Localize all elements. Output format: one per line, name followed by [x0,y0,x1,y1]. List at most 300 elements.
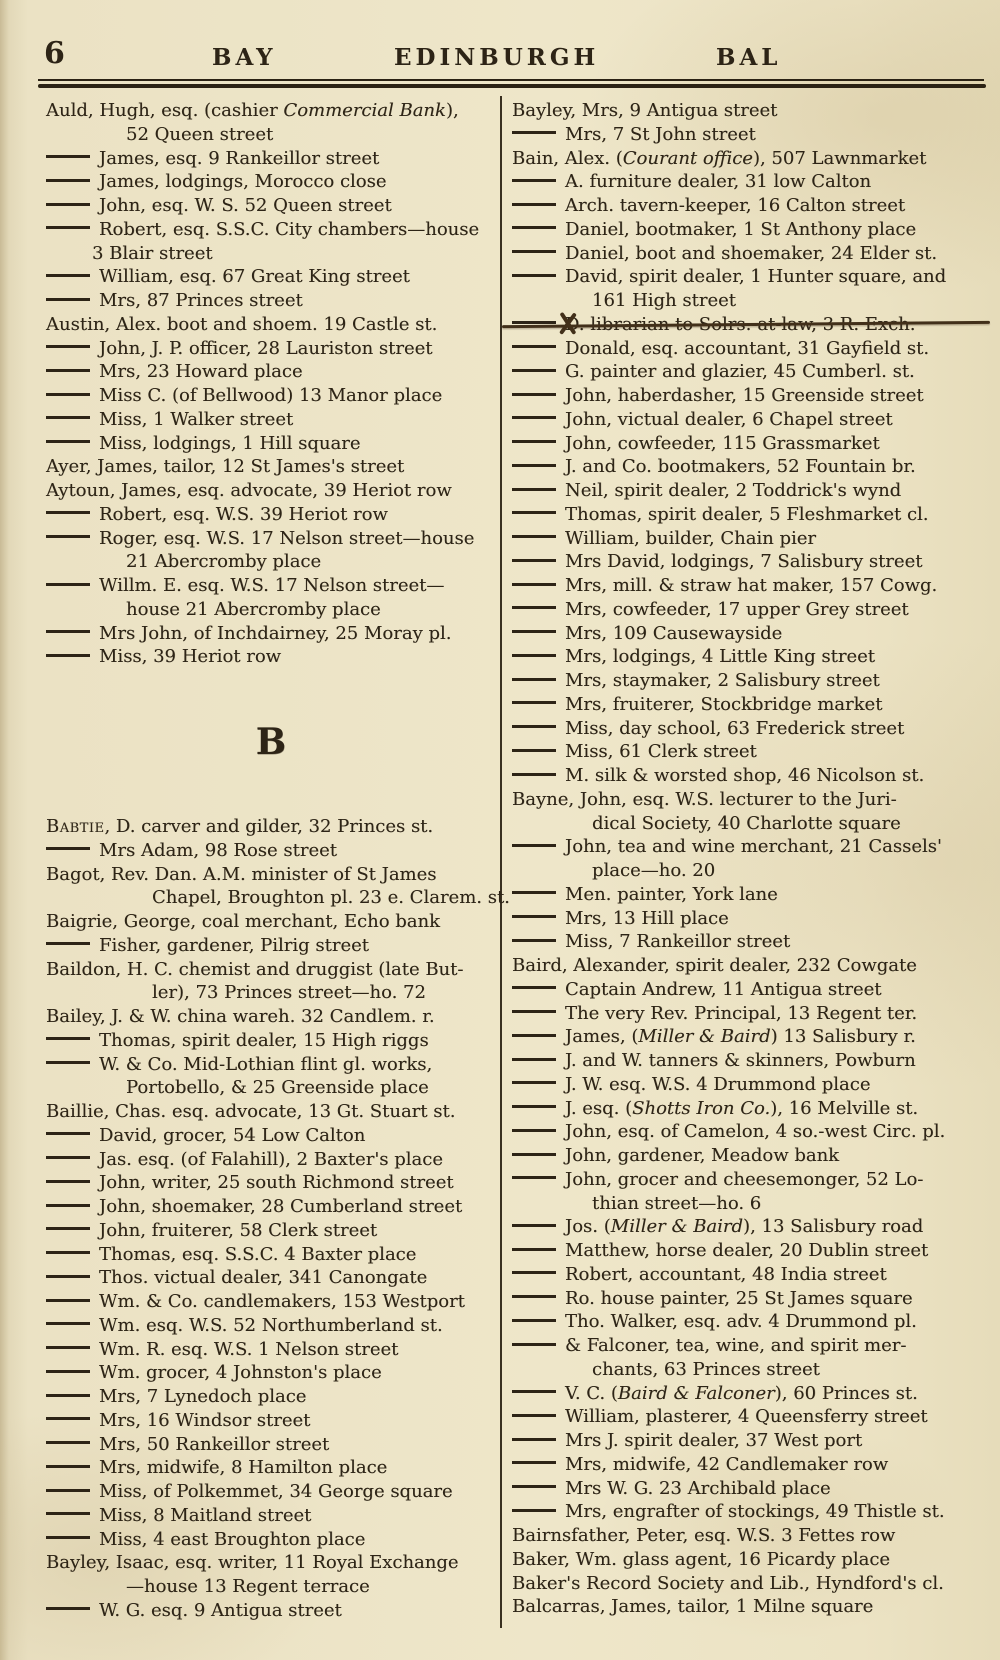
entry-text: John, grocer and cheesemonger, 52 Lo- [565,1168,924,1190]
entry-text: Mrs, 13 Hill place [565,907,729,929]
entry-text: Mrs Adam, 98 Rose street [99,839,337,861]
ditto-dash [512,274,556,277]
entry-line [512,1429,986,1453]
ditto-dash [46,1156,90,1159]
ditto-dash [46,440,90,443]
ditto-dash [512,1224,556,1227]
entry-text: Ayer, James, tailor, 12 St James's street [46,456,405,478]
ditto-dash [512,559,556,562]
entry-line [512,1049,986,1073]
entry-text: William, esq. 67 Great King street [99,266,410,288]
page-number: 6 [44,36,65,71]
ditto-dash [46,1061,90,1064]
entry-line [512,1025,986,1049]
ditto-dash [46,1275,90,1278]
entry-text: Bayley, Mrs, 9 Antigua street [512,100,778,121]
entry-text: Mrs, staymaker, 2 Salisbury street [565,670,880,691]
entry-line [512,408,986,432]
entry-line [46,147,496,171]
ditto-dash [46,630,90,633]
entry-line [512,503,986,527]
struck-entry-line [512,313,986,337]
entry-text: Mrs, 109 Causewayside [565,622,783,644]
entry-line [46,1338,496,1362]
entry-text: Shotts Iron Co. [632,1097,771,1119]
entry-line [46,1029,496,1053]
entry-line [512,1097,986,1121]
entry-text: Balcarras, James, tailor, 1 Milne square [512,1596,874,1618]
entry-text: 21 Abercromby place [126,551,322,573]
entry-text: Baillie, Chas. esq. advocate, 13 Gt. Stuart st. [46,1101,456,1122]
entry-text: thian street—ho. 6 [592,1192,762,1214]
ditto-dash [512,1010,556,1013]
ditto-dash [46,1607,90,1610]
entry-line [46,1456,496,1480]
entry-text: Willm. E. esq. W.S. 17 Nelson street— [99,575,445,596]
entry-text: Wm. grocer, 4 Johnston's place [99,1362,382,1384]
entry-line [512,1453,986,1477]
ditto-dash [46,274,90,277]
entry-line [512,1168,986,1192]
entry-line [46,218,496,242]
ditto-dash [46,1132,90,1135]
ditto-dash [46,369,90,372]
entry-line [512,1287,986,1311]
left-column-section-b [46,815,510,1623]
entry-text: Robert, esq. W.S. 39 Heriot row [99,503,388,525]
ditto-dash [512,1058,556,1061]
entry-text: Men. painter, York lane [565,883,778,905]
entry-line [512,242,986,266]
ditto-dash [512,583,556,586]
ditto-dash [46,1227,90,1230]
entry-text: Baird & Falconer [617,1382,775,1404]
entry-text: Auld, Hugh, esq. (cashier [46,100,284,121]
entry-line [512,740,986,764]
entry-text: Miss, 39 Heriot row [99,646,282,668]
entry-text: James, ( [565,1026,639,1048]
ditto-dash [46,1180,90,1183]
entry-line [512,455,986,479]
entry-line [46,886,510,910]
entry-text: Courant office [622,147,753,169]
entry-line [46,479,496,503]
entry-text: John, fruiterer, 58 Clerk street [99,1219,378,1241]
entry-line [512,265,986,289]
ditto-dash [512,1295,556,1298]
entry-text: Ro. house painter, 25 St James square [565,1287,913,1309]
ditto-dash [46,416,90,419]
ditto-dash [46,1299,90,1302]
ditto-dash [46,155,90,158]
entry-text: Mrs, midwife, 8 Hamilton place [99,1457,388,1479]
entry-line [512,1120,986,1144]
entry-text: The very Rev. Principal, 13 Regent ter. [565,1002,918,1024]
ditto-dash [512,606,556,609]
entry-line [46,645,496,669]
entry-line [46,1314,496,1338]
ditto-dash [46,1536,90,1539]
entry-text: ler), 73 Princes street—ho. 72 [152,982,426,1004]
ditto-dash [46,942,90,945]
entry-text: W. G. esq. 9 Antigua street [99,1599,342,1621]
ditto-dash [512,844,556,847]
entry-line [46,839,496,863]
entry-text: Daniel, bootmaker, 1 St Anthony place [565,218,917,240]
entry-line [46,1124,496,1148]
entry-line [512,194,986,218]
ditto-dash [46,1394,90,1397]
entry-line [46,1195,496,1219]
entry-line [512,574,986,598]
entry-text: Captain Andrew, 11 Antigua street [565,978,882,1000]
entry-line [512,1310,986,1334]
ditto-dash [512,369,556,372]
ditto-dash [512,1390,556,1393]
ditto-dash [512,1271,556,1274]
entry-line [46,1171,496,1195]
ditto-dash [46,179,90,182]
entry-text: Miss, 61 Clerk street [565,741,757,763]
entry-text: Miss, 8 Maitland street [99,1504,312,1526]
ditto-dash [512,511,556,514]
ditto-dash [512,773,556,776]
ditto-dash [512,226,556,229]
entry-line [46,503,496,527]
entry-text: ), 507 Lawnmarket [752,147,927,169]
ditto-dash [512,1153,556,1156]
ditto-dash [512,203,556,206]
entry-text: ), 60 Princes st. [774,1382,918,1404]
entry-text: Miss, of Polkemmet, 34 George square [99,1481,453,1502]
entry-text: ), 13 Salisbury road [743,1216,924,1238]
entry-text: Bayne, John, esq. W.S. lecturer to the Juri- [512,788,897,810]
entry-text: Thos. victual dealer, 341 Canongate [99,1267,428,1289]
ditto-dash [512,345,556,348]
entry-line [46,1053,496,1077]
entry-line [512,1595,986,1619]
entry-line [46,313,496,337]
entry-text: M. silk & worsted shop, 46 Nicolson st. [565,765,925,786]
entry-line [512,1500,986,1524]
entry-line [46,455,496,479]
entry-text: Commercial Bank [283,100,446,121]
entry-line [46,910,496,934]
entry-text: Bayley, Isaac, esq. writer, 11 Royal Exchange [46,1552,459,1574]
entry-text: Thomas, spirit dealer, 5 Fleshmarket cl. [565,503,929,525]
entry-text: J. esq. ( [565,1097,633,1119]
entry-text: Mrs John, of Inchdairney, 25 Moray pl. [99,622,452,644]
entry-line [46,958,496,982]
ditto-dash [512,1034,556,1037]
entry-text: Baird, Alexander, spirit dealer, 232 Cowgate [512,955,917,976]
entry-text: Miss, lodgings, 1 Hill square [99,432,361,454]
entry-line [512,384,986,408]
ditto-dash [512,488,556,491]
entry-text: V. C. ( [565,1382,618,1404]
entry-text: A. furniture dealer, 31 low Calton [565,171,872,193]
right-column [512,99,986,1619]
entry-text: J. and W. tanners & skinners, Powburn [565,1050,916,1071]
entry-text: Mrs, engrafter of stockings, 49 Thistle st. [565,1501,945,1523]
ditto-dash [46,203,90,206]
ditto-dash [46,1441,90,1444]
entry-line [512,1524,986,1548]
entry-line [512,1405,986,1429]
entry-text: Mrs, midwife, 42 Candlemaker row [565,1453,889,1475]
entry-line [46,1551,496,1575]
ditto-dash [46,1037,90,1040]
entry-line [46,1480,496,1504]
entry-text: 52 Queen street [126,123,274,145]
entry-text: Mrs, 23 Howard place [99,361,303,383]
ditto-dash [512,250,556,253]
entry-text: Roger, esq. W.S. 17 Nelson street—house [99,527,475,549]
entry-text: Matthew, horse dealer, 20 Dublin street [565,1240,929,1261]
entry-line [512,170,986,194]
entry-line [512,550,986,574]
ditto-dash [46,1417,90,1420]
ditto-dash [46,535,90,538]
ditto-dash [46,847,90,850]
entry-text: Mrs, 87 Princes street [99,290,303,311]
entry-text: John, writer, 25 south Richmond street [99,1172,454,1194]
ditto-dash [512,939,556,942]
entry-text: Donald, esq. accountant, 31 Gayfield st. [565,337,930,359]
entry-line [512,622,986,646]
ditto-dash [46,1489,90,1492]
entry-line [46,289,496,313]
entry-line [46,1266,496,1290]
entry-text: Mrs, 7 St John street [565,123,756,145]
entry-text: William, builder, Chain pier [565,527,817,549]
entry-text: G. painter and glazier, 45 Cumberl. st. [565,361,915,383]
ditto-dash [512,701,556,704]
entry-text: Robert, accountant, 48 India street [565,1263,887,1285]
ditto-dash [46,1512,90,1515]
ditto-dash [512,1485,556,1488]
ditto-dash [512,749,556,752]
entry-line [46,1385,496,1409]
entry-line [512,859,986,883]
entry-text: dical Society, 40 Charlotte square [592,812,901,834]
entry-line [512,1144,986,1168]
ditto-dash [46,654,90,657]
entry-text: 3 Blair street [92,242,213,264]
entry-text: Wm. R. esq. W.S. 1 Nelson street [99,1338,399,1360]
entry-text: chants, 63 Princes street [592,1358,820,1380]
entry-text: Bagot, Rev. Dan. A.M. minister of St James [46,863,437,885]
entry-line [46,170,496,194]
entry-line [512,930,986,954]
entry-text: Miss, day school, 63 Frederick street [565,717,905,739]
ditto-dash [46,1465,90,1468]
entry-line [512,1358,986,1382]
entry-text: James, esq. 9 Rankeillor street [99,147,380,169]
entry-line [46,1528,496,1552]
entry-text: John, victual dealer, 6 Chapel street [565,408,893,430]
entry-text: Mrs J. spirit dealer, 37 West port [565,1430,863,1451]
entry-line [512,883,986,907]
entry-text: Thomas, spirit dealer, 15 High riggs [99,1029,429,1051]
ditto-dash [512,535,556,538]
ditto-dash [46,1370,90,1373]
ditto-dash [512,654,556,657]
entry-text: ), [445,100,459,121]
entry-line [46,527,496,551]
entry-text: house 21 Abercromby place [126,598,381,620]
ditto-dash [512,1129,556,1132]
entry-line [512,812,986,836]
entry-line [46,1575,496,1599]
entry-line [46,550,496,574]
section-letter-b: B [255,721,287,763]
ditto-dash [512,464,556,467]
entry-line [46,1504,496,1528]
entry-text: Chapel, Broughton pl. 23 e. Clarem. st. [152,887,510,909]
ditto-dash [512,1414,556,1417]
entry-line [512,1263,986,1287]
ditto-dash [46,226,90,229]
entry-line [46,1290,496,1314]
ditto-dash [512,1248,556,1251]
entry-text: John, esq. W. S. 52 Queen street [99,195,392,216]
ditto-dash [512,915,556,918]
entry-line [512,907,986,931]
entry-text: Baigrie, George, coal merchant, Echo bank [46,911,441,932]
entry-text: Portobello, & 25 Greenside place [126,1077,429,1099]
entry-line [512,693,986,717]
entry-line [46,1433,496,1457]
entry-line [512,479,986,503]
entry-text: , D. carver and gilder, 32 Princes st. [104,816,434,837]
ditto-dash [512,416,556,419]
ditto-dash [46,583,90,586]
entry-text: Tho. Walker, esq. adv. 4 Drummond pl. [565,1311,917,1333]
entry-line [46,432,496,456]
ditto-dash [46,1346,90,1349]
entry-text: Austin, Alex. boot and shoem. 19 Castle st. [46,313,438,335]
entry-text: Robert, esq. S.S.C. City chambers—house [99,218,480,240]
entry-text: Miller & Baird [610,1216,744,1238]
entry-line [512,764,986,788]
entry-text: Mrs David, lodgings, 7 Salisbury street [565,551,923,573]
ditto-dash [512,891,556,894]
entry-line [512,978,986,1002]
entry-line [46,265,496,289]
entry-line [46,360,496,384]
entry-line [46,337,496,361]
entry-line [512,788,986,812]
entry-text: Babtie [46,816,105,837]
entry-line [46,574,496,598]
ditto-dash [512,1319,556,1322]
entry-text: John, shoemaker, 28 Cumberland street [99,1196,463,1217]
entry-line [46,863,496,887]
ditto-dash [512,1461,556,1464]
entry-line [46,1409,496,1433]
entry-line [46,1219,496,1243]
entry-text: Aytoun, James, esq. advocate, 39 Heriot row [46,480,452,501]
entry-text: Arch. tavern-keeper, 16 Calton street [565,195,906,216]
entry-text: Baker's Record Society and Lib., Hyndford's cl. [512,1572,944,1594]
entry-text: Mrs W. G. 23 Archibald place [565,1477,831,1499]
entry-line [46,194,496,218]
entry-text: Mrs, 50 Rankeillor street [99,1433,330,1455]
entry-line [512,337,986,361]
entry-text: & Falconer, tea, wine, and spirit mer- [565,1335,907,1356]
entry-line [46,384,496,408]
entry-line [512,954,986,978]
entry-text: David, grocer, 54 Low Calton [99,1124,366,1146]
entry-line [46,622,496,646]
entry-line [512,1192,986,1216]
entry-text: Miss, 7 Rankeillor street [565,931,791,953]
ditto-dash [512,986,556,989]
entry-line [512,1548,986,1572]
ditto-dash [46,345,90,348]
entry-text: John, cowfeeder, 115 Grassmarket [565,432,880,454]
entry-text: Mrs, 7 Lynedoch place [99,1386,307,1407]
entry-line [46,1599,496,1623]
entry-text: Mrs, 16 Windsor street [99,1409,311,1431]
entry-text: Bairnsfather, Peter, esq. W.S. 3 Fettes row [512,1525,896,1546]
ditto-dash [46,511,90,514]
header-double-rule [38,79,986,90]
entry-line [46,1361,496,1385]
entry-text: ) 13 Salisbury r. [770,1026,916,1048]
entry-text: J. W. esq. W.S. 4 Drummond place [565,1073,871,1095]
entry-text: Fisher, gardener, Pilrig street [99,934,369,956]
entry-text: John, haberdasher, 15 Greenside street [565,385,924,406]
entry-text: Wm. & Co. candlemakers, 153 Westport [99,1291,465,1312]
left-column-section-a [46,99,496,669]
entry-text: David, spirit dealer, 1 Hunter square, and [565,266,947,288]
ditto-dash [512,1343,556,1346]
entry-line [46,981,496,1005]
entry-line [512,669,986,693]
entry-text: Mrs, lodgings, 4 Little King street [565,646,876,668]
entry-line [512,1477,986,1501]
entry-line [46,99,496,123]
entry-line [512,1382,986,1406]
handwritten-x-mark [556,313,578,335]
entry-line [512,1215,986,1239]
entry-text: Miller & Baird [638,1026,771,1048]
entry-text: place—ho. 20 [592,860,716,881]
entry-line [46,934,496,958]
entry-line [46,242,496,266]
ditto-dash [46,1322,90,1325]
entry-line [512,360,986,384]
entry-text: Mrs, mill. & straw hat maker, 157 Cowg. [565,575,938,596]
entry-line [512,99,986,123]
entry-line [512,432,986,456]
ditto-dash [46,1204,90,1207]
entry-text: John, esq. of Camelon, 4 so.-west Circ. pl. [565,1121,946,1143]
entry-text: Neil, spirit dealer, 2 Toddrick's wynd [565,480,902,501]
entry-text: J. and Co. bootmakers, 52 Fountain br. [565,456,916,478]
entry-line [512,1572,986,1596]
entry-text: James, lodgings, Morocco close [99,171,387,193]
entry-line [46,1076,496,1100]
entry-text: Wm. esq. W.S. 52 Northumberland st. [99,1314,443,1336]
entry-line [46,1100,496,1124]
entry-line [512,147,986,171]
entry-line [46,598,496,622]
entry-text: Miss C. (of Bellwood) 13 Manor place [99,385,443,406]
entry-text: Miss, 4 east Broughton place [99,1528,366,1550]
